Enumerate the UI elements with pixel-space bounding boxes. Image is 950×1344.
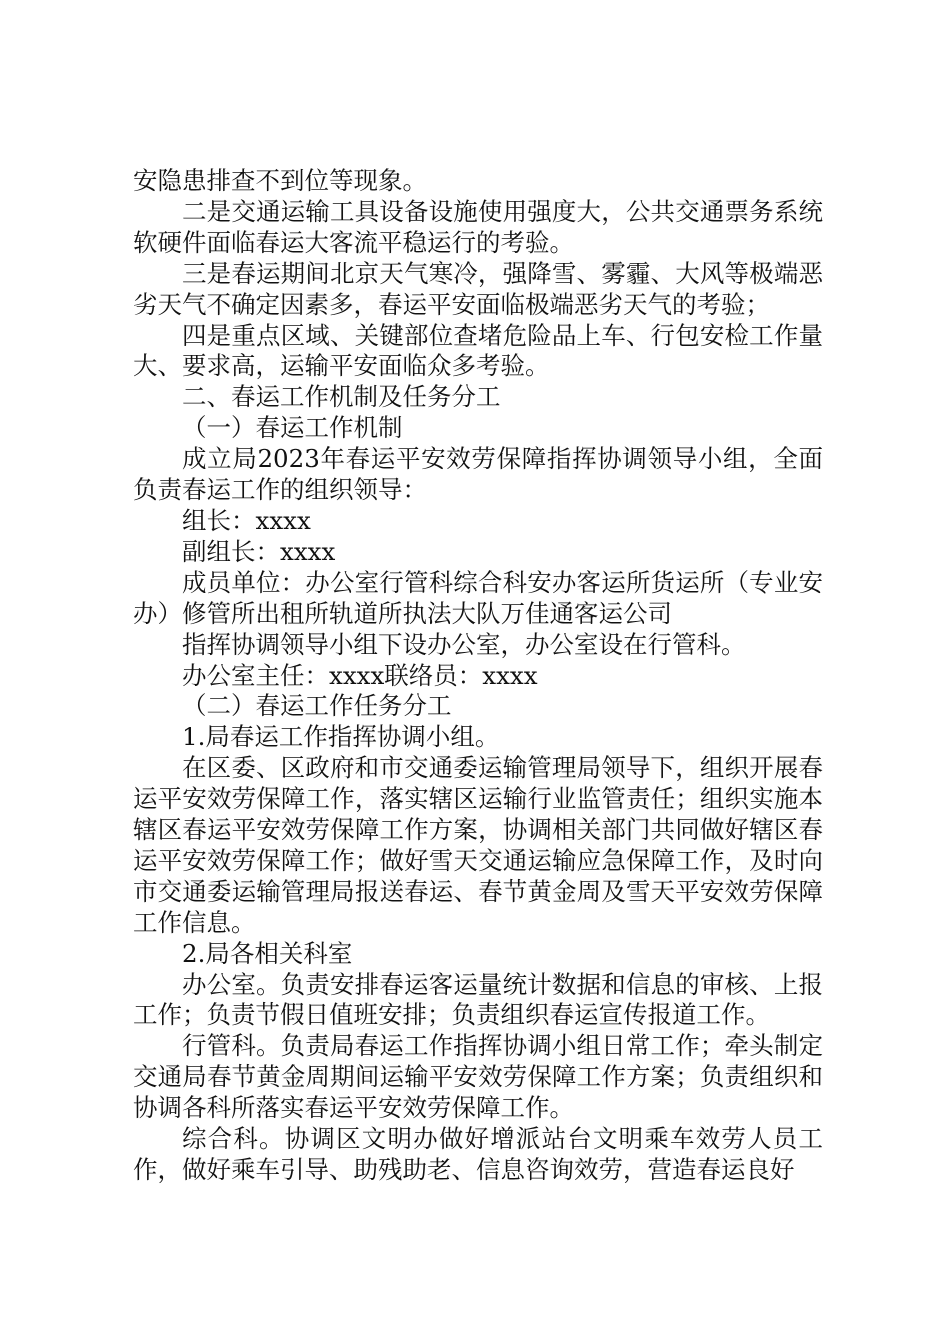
document-body: [133, 166, 823, 1186]
group-leader-line: 组长：xxxx: [182, 505, 311, 535]
paragraph-5: 成立局2023年春运平安效劳保障指挥协调领导小组，全面负责春运工作的组织领导：: [133, 444, 823, 505]
office-director-line: 办公室主任：xxxx联络员：xxxx: [182, 660, 538, 690]
paragraph-4: 四是重点区域、关键部位查堵危险品上车、行包安检工作量大、要求高，运输平安面临众多考验。: [133, 320, 823, 381]
paragraph-2: 二是交通运输工具设备设施使用强度大，公共交通票务系统软硬件面临春运大客流平稳运行的考验。: [133, 196, 823, 257]
item-heading-2: 2.局各相关科室: [182, 938, 353, 968]
paragraph-office: 办公室。负责安排春运客运量统计数据和信息的审核、上报工作；负责节假日值班安排；负责组织春运宣传报道工作。: [133, 969, 823, 1030]
member-units-line: 成员单位：办公室行管科综合科安办客运所货运所（专业安办）修管所出租所轨道所执法大队万佳通客运公司: [133, 567, 823, 628]
office-setup-line: 指挥协调领导小组下设办公室，办公室设在行管科。: [182, 629, 746, 659]
item-heading-1: 1.局春运工作指挥协调小组。: [182, 722, 500, 752]
paragraph-admin-section: 行管科。负责局春运工作指挥协调小组日常工作；牵头制定交通局春节黄金周期间运输平安效劳保障工作方案；负责组织和协调各科所落实春运平安效劳保障工作。: [133, 1031, 823, 1123]
paragraph-1: 安隐患排查不到位等现象。: [133, 166, 427, 195]
paragraph-general-section: 综合科。协调区文明办做好增派站台文明乘车效劳人员工作，做好乘车引导、助残助老、信息咨询效劳，营造春运良好: [133, 1124, 823, 1184]
paragraph-6: 在区委、区政府和市交通委运输管理局领导下，组织开展春运平安效劳保障工作，落实辖区运输行业监管责任；组织实施本辖区春运平安效劳保障工作方案，协调相关部门共同做好辖区春运平安效劳保障工作；做好雪天交通运输应急保障工作，及时向市交通委运输管理局报送春运、春节黄金周及雪天平安效劳保障工作信息。: [133, 753, 823, 937]
deputy-leader-line: 副组长：xxxx: [182, 536, 336, 566]
paragraph-3: 三是春运期间北京天气寒冷，强降雪、雾霾、大风等极端恶劣天气不确定因素多，春运平安面临极端恶劣天气的考验；: [133, 258, 823, 319]
subsection-heading-2: （二）春运工作任务分工: [182, 691, 452, 721]
section-heading-2: 二、春运工作机制及任务分工: [182, 382, 501, 412]
subsection-heading-1: （一）春运工作机制: [182, 413, 403, 443]
